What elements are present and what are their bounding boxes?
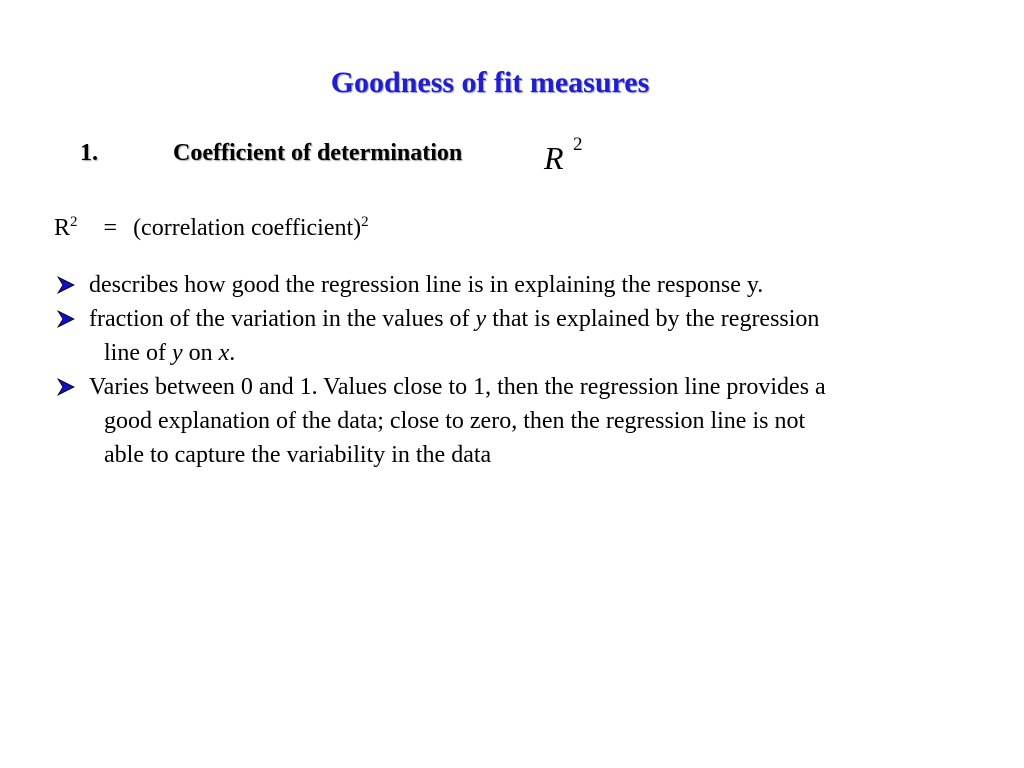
section-number: 1. — [80, 140, 98, 166]
bullet-list — [54, 268, 984, 472]
def-rhs-base: (correlation coefficient) — [133, 215, 362, 241]
formula-base: R — [544, 140, 564, 176]
bullet-item-2 — [54, 302, 984, 370]
bullet-2-part-2: that is explained by the regression — [486, 306, 820, 332]
bullet-text-3 — [89, 370, 984, 472]
bullet-2-part-4: on — [182, 340, 219, 366]
bullet-3-line-3: able to capture the variability in the data — [104, 442, 492, 468]
def-rhs-exp: 2 — [361, 214, 369, 230]
formula-exponent: 2 — [573, 134, 583, 155]
def-equals: = — [103, 215, 118, 241]
arrowhead-bullet-icon — [56, 309, 76, 329]
def-lhs-exp: 2 — [70, 214, 78, 230]
bullet-2-part-1: fraction of the variation in the values of — [89, 306, 476, 332]
bullet-3-line-1: Varies between 0 and 1. Values close to 1, then the regression line provides a — [89, 374, 826, 400]
bullet-2-var-y2: y — [171, 340, 183, 366]
bullet-text-2 — [89, 302, 984, 370]
bullet-item-1 — [54, 268, 984, 302]
arrowhead-bullet-icon — [56, 275, 76, 295]
bullet-2-var-y: y — [475, 306, 487, 332]
definition-line — [54, 214, 369, 242]
bullet-text-1: describes how good the regression line is in explaining the response y. — [89, 272, 764, 298]
bullet-3-line-2: good explanation of the data; close to zero, then the regression line is not — [104, 408, 806, 434]
arrowhead-bullet-icon — [56, 377, 76, 397]
bullet-2-part-5: . — [229, 340, 236, 366]
bullet-2-var-x: x — [218, 340, 230, 366]
bullet-item-3 — [54, 370, 984, 472]
def-lhs-base: R — [54, 215, 71, 241]
section-heading-text: Coefficient of determination — [173, 140, 463, 166]
slide-title: Goodness of fit measures — [330, 66, 650, 99]
bullet-2-part-3: line of — [104, 340, 172, 366]
